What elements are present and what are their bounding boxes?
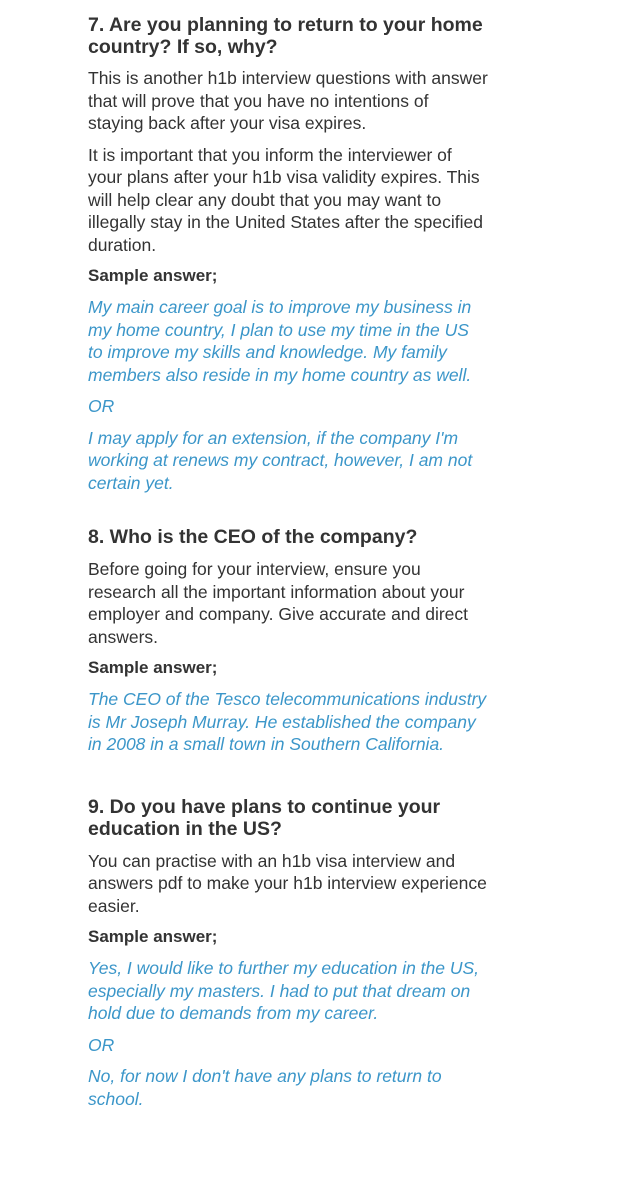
sample-answer-text: Yes, I would like to further my education in the US, especially my masters. I had to put that dream on hold due to demands from my career.: [88, 958, 480, 1023]
sample-answer-label: Sample answer;: [88, 266, 218, 285]
body-paragraph: You can practise with an h1b visa interview and answers pdf to make your h1b interview experience easier.: [88, 850, 487, 916]
question-section-9: [88, 796, 488, 1111]
body-paragraph: Before going for your interview, ensure you research all the important information about your employer and company. Give accurate and direct answers.: [88, 559, 469, 647]
or-separator: OR: [88, 1034, 115, 1055]
sample-answer-label: Sample answer;: [88, 927, 218, 946]
question-heading: 8. Who is the CEO of the company?: [88, 526, 418, 548]
question-section-8: [88, 526, 488, 756]
body-paragraph: This is another h1b interview questions with answer that will prove that you have no intentions of staying back after your visa expires.: [88, 68, 488, 133]
question-section-7: [88, 0, 488, 494]
body-paragraph: It is important that you inform the interviewer of your plans after your h1b visa validity expires. This will help clear any doubt that you may want to illegally stay in the United States after the specified duration.: [88, 144, 483, 255]
question-heading: 7. Are you planning to return to your home country? If so, why?: [88, 14, 483, 58]
sample-answer-text: No, for now I don't have any plans to return to school.: [88, 1066, 442, 1109]
sample-answer-text: I may apply for an extension, if the company I'm working at renews my contract, however, I am not certain yet.: [88, 427, 473, 493]
sample-answer-text: The CEO of the Tesco telecommunications industry is Mr Joseph Murray. He established the company in 2008 in a small town in Southern California.: [88, 689, 487, 754]
question-heading: 9. Do you have plans to continue your education in the US?: [88, 795, 441, 840]
sample-answer-text: My main career goal is to improve my business in my home country, I plan to use my time in the US to improve my skills and knowledge. My family members also reside in my home country as well.: [88, 297, 472, 385]
or-separator: OR: [88, 396, 115, 416]
sample-answer-label: Sample answer;: [88, 658, 218, 677]
